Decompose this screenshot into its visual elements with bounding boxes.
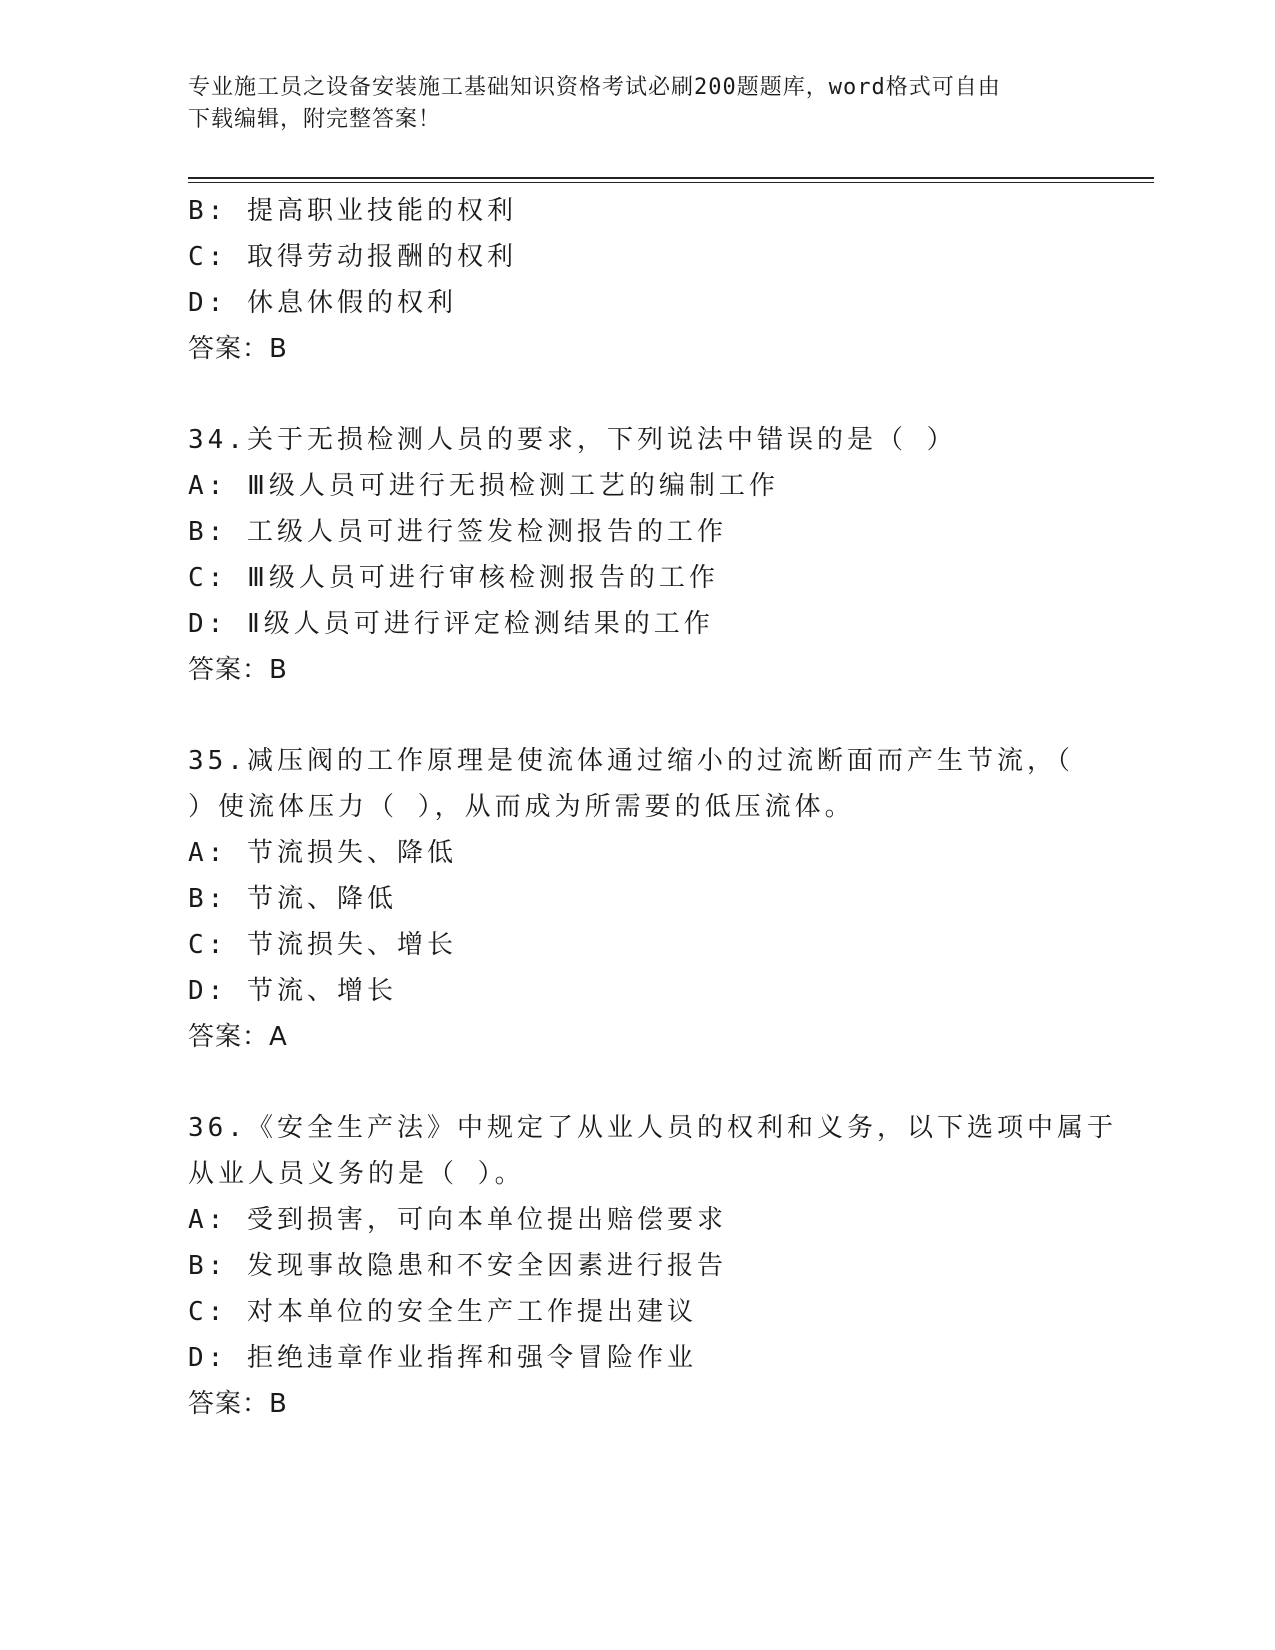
question-stem-line-1: 35.减压阀的工作原理是使流体通过缩小的过流断面而产生节流，（ (188, 746, 1074, 776)
option-c: C: 对本单位的安全生产工作提出建议 (188, 1297, 697, 1327)
option-d: D: 休息休假的权利 (188, 288, 457, 318)
header-line-1: 专业施工员之设备安装施工基础知识资格考试必刷200题题库，word格式可自由 (188, 75, 1001, 100)
question-stem-line-2: ）使流体压力（ ），从而成为所需要的低压流体。 (188, 792, 855, 822)
option-d: D: Ⅱ级人员可进行评定检测结果的工作 (188, 609, 714, 639)
question-stem-line-1: 36.《安全生产法》中规定了从业人员的权利和义务，以下选项中属于 (188, 1113, 1117, 1143)
spacer (188, 693, 1088, 738)
option-c: C: Ⅲ级人员可进行审核检测报告的工作 (188, 563, 719, 593)
header-divider-thick (188, 177, 1154, 179)
question-34 (188, 417, 1088, 693)
document-header (188, 72, 1088, 136)
option-c: C: 节流损失、增长 (188, 930, 457, 960)
answer: 答案：A (188, 1022, 288, 1052)
spacer (188, 372, 1088, 417)
question-35 (188, 738, 1088, 1060)
question-stem-line-2: 从业人员义务的是（ ）。 (188, 1159, 525, 1189)
header-line-2: 下载编辑，附完整答案！ (188, 107, 442, 132)
option-c: C: 取得劳动报酬的权利 (188, 242, 517, 272)
spacer (188, 1060, 1088, 1105)
header-divider-thin (188, 182, 1154, 183)
option-a: A: 节流损失、降低 (188, 838, 457, 868)
option-b: B: 提高职业技能的权利 (188, 196, 517, 226)
option-d: D: 节流、增长 (188, 976, 397, 1006)
option-a: A: 受到损害，可向本单位提出赔偿要求 (188, 1205, 727, 1235)
question-stem: 34.关于无损检测人员的要求，下列说法中错误的是（ ） (188, 425, 957, 455)
answer: 答案：B (188, 334, 288, 364)
question-33-continued (188, 188, 1088, 372)
question-36 (188, 1105, 1117, 1427)
answer: 答案：B (188, 655, 288, 685)
option-b: B: 节流、降低 (188, 884, 397, 914)
option-b: B: 工级人员可进行签发检测报告的工作 (188, 517, 727, 547)
option-a: A: Ⅲ级人员可进行无损检测工艺的编制工作 (188, 471, 779, 501)
answer: 答案：B (188, 1389, 288, 1419)
option-d: D: 拒绝违章作业指挥和强令冒险作业 (188, 1343, 697, 1373)
option-b: B: 发现事故隐患和不安全因素进行报告 (188, 1251, 727, 1281)
question-list (188, 188, 1117, 1427)
